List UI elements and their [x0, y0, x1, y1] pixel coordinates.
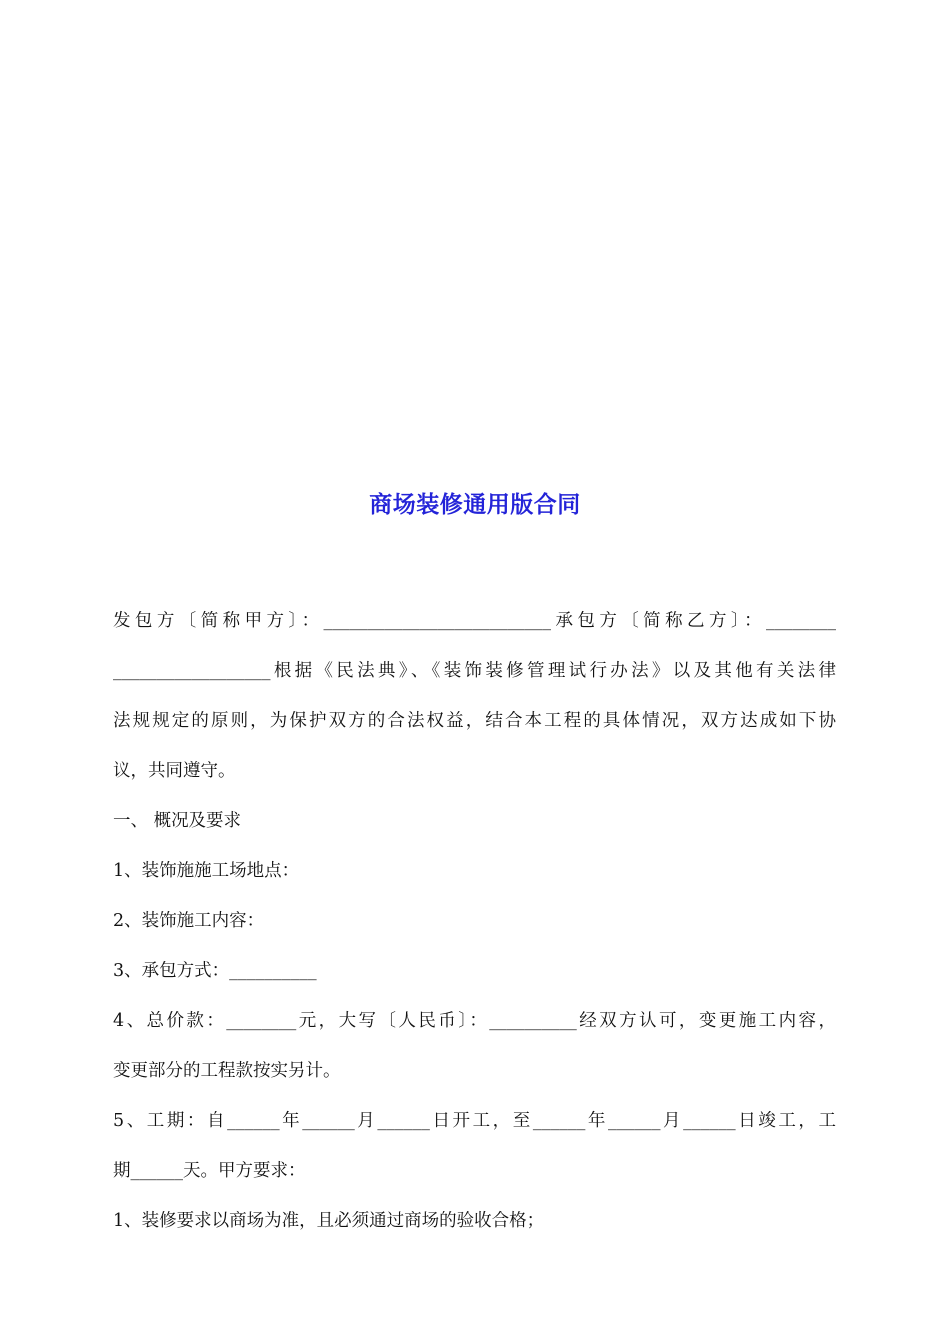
intro-line-agreement: 议，共同遵守。 — [113, 761, 236, 781]
intro-line-principle: 法规规定的原则，为保护双方的合法权益，结合本工程的具体情况，双方达成如下协 — [113, 711, 836, 731]
intro-line-parties: 发包方〔简称甲方〕：__________________________承包方〔简称乙方〕：________ — [113, 611, 836, 631]
clause-total-price-continued: 变更部分的工程款按实另计。 — [113, 1061, 341, 1081]
clause-schedule-continued: 期______天。甲方要求： — [113, 1161, 306, 1181]
section-heading-overview: 一、 概况及要求 — [113, 811, 242, 831]
clauses-section — [113, 796, 836, 1246]
intro-line-legal-basis: __________________根据《民法典》、《装饰装修管理试行办法》以及其他有关法律 — [113, 661, 836, 681]
clause-construction-site: 1、装饰施施工场地点： — [113, 861, 300, 881]
intro-paragraph — [113, 596, 836, 796]
clause-total-price: 4、总价款：________元，大写〔人民币〕：__________经双方认可，变更施工内容， — [113, 1011, 836, 1031]
requirement-item-1: 1、装修要求以商场为准，且必须通过商场的验收合格； — [113, 1211, 545, 1231]
document-title: 商场装修通用版合同 — [369, 492, 581, 518]
clause-contract-method: 3、承包方式：__________ — [113, 961, 317, 981]
clause-construction-content: 2、装饰施工内容： — [113, 911, 265, 931]
clause-schedule: 5、工期：自______年______月______日开工，至______年______月______日竣工，工 — [113, 1111, 836, 1131]
